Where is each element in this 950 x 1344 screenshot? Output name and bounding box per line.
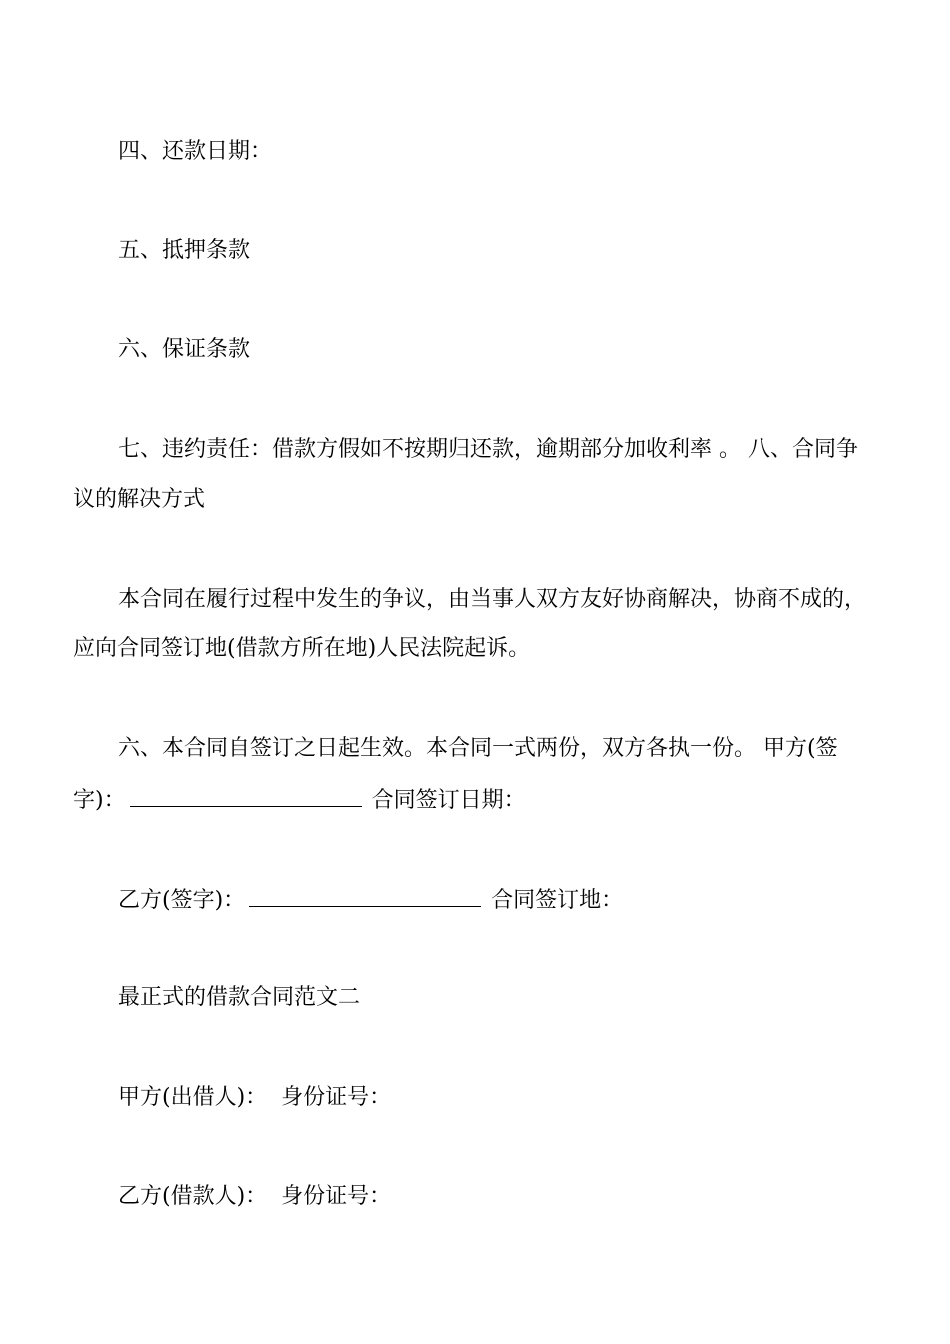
party-b-label: 乙方(借款人)： (118, 1184, 268, 1209)
effect-paragraph-line2 (73, 784, 526, 816)
party-a-id-label: 身份证号： (281, 1085, 392, 1110)
party-b-id-label: 身份证号： (281, 1184, 392, 1209)
party-b-signature-line (118, 884, 623, 916)
dispute-paragraph-line2: 应向合同签订地(借款方所在地)人民法院起诉。 (73, 636, 531, 661)
party-b-signature-blank (249, 884, 481, 907)
clause-guarantee: 六、保证条款 (118, 337, 251, 362)
clause-breach-line2: 议的解决方式 (73, 487, 206, 512)
clause-mortgage: 五、抵押条款 (118, 238, 251, 263)
party-a-signature-blank (130, 784, 362, 807)
signing-date-label: 合同签订日期： (371, 788, 526, 813)
party-a-sign-label: 字)： (73, 788, 126, 813)
sample-two-title: 最正式的借款合同范文二 (118, 985, 361, 1010)
party-b-line (118, 1182, 391, 1212)
party-a-line (118, 1083, 391, 1113)
clause-repayment-date: 四、还款日期： (118, 139, 273, 164)
signing-place-label: 合同签订地： (491, 888, 624, 913)
dispute-paragraph-line1: 本合同在履行过程中发生的争议，由当事人双方友好协商解决，协商不成的， (118, 587, 867, 612)
party-a-label: 甲方(出借人)： (118, 1085, 268, 1110)
clause-breach-line1: 七、违约责任：借款方假如不按期归还款，逾期部分加收利率 。 八、合同争 (118, 437, 858, 462)
effect-paragraph-line1: 六、本合同自签订之日起生效。本合同一式两份，双方各执一份。 甲方(签 (118, 736, 838, 761)
party-b-sign-label: 乙方(签字)： (118, 888, 246, 913)
